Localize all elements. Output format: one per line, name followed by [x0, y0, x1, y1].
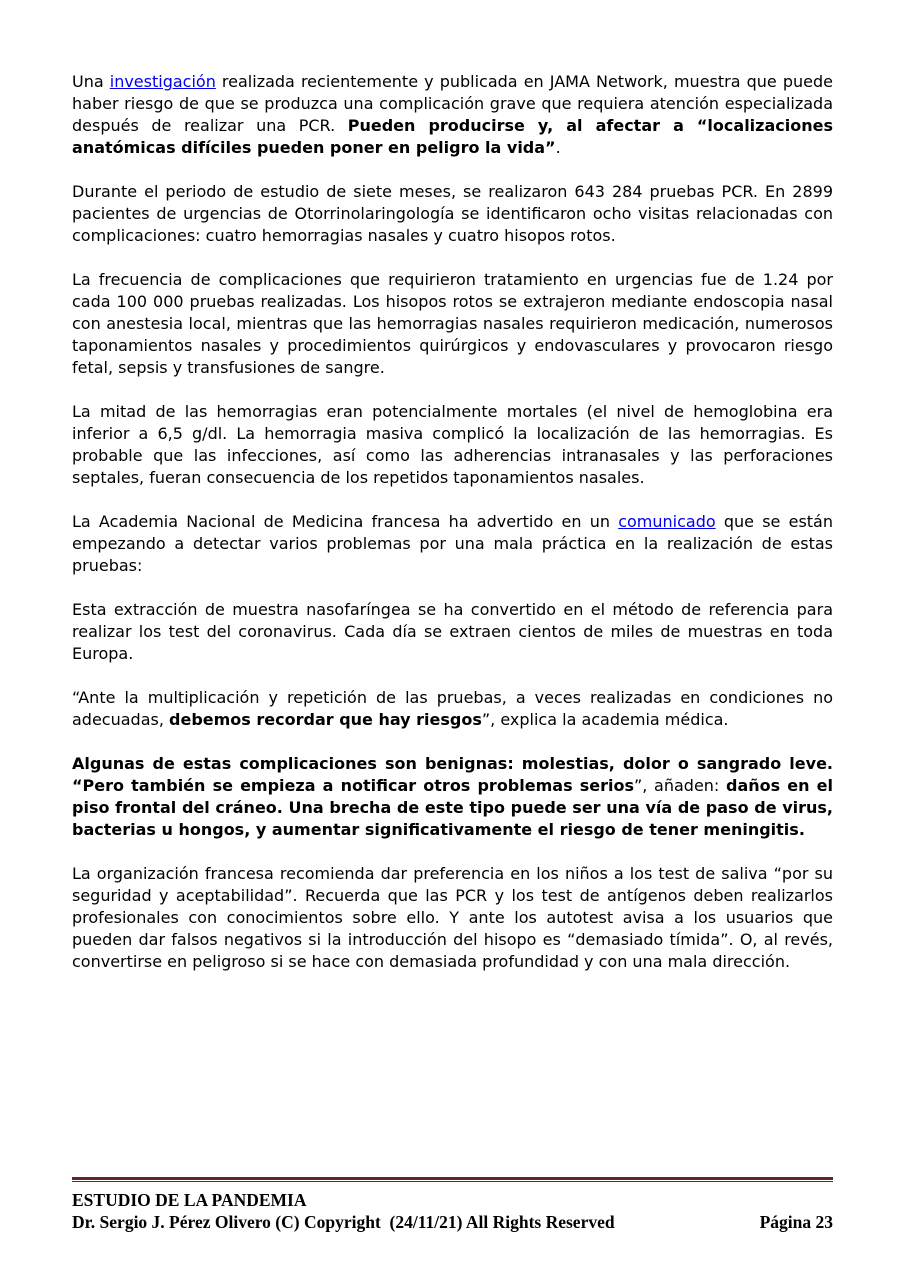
- paragraph: [72, 599, 833, 665]
- paragraph: [72, 71, 833, 159]
- text-run: Esta extracción de muestra nasofaríngea se ha convertido en el método de referencia para realizar los test del coronavirus. Cada día se extraen cientos de miles de muestras en toda Europa.: [72, 600, 833, 663]
- paragraph: [72, 753, 833, 841]
- paragraph: [72, 687, 833, 731]
- paragraph: [72, 269, 833, 379]
- page-footer: [72, 1177, 833, 1234]
- document-body: [72, 0, 833, 995]
- bold-text-run: Algunas de estas complicaciones son benignas: molestias, dolor o sangrado leve. “Pero también se empieza a notificar otros problemas serios: [72, 754, 833, 795]
- bold-text-run: Pueden producirse y, al afectar a “localizaciones anatómicas difíciles pueden poner en peligro la vida”: [72, 116, 833, 157]
- paragraph: [72, 401, 833, 489]
- text-run: realizada recientemente y publicada en JAMA Network, muestra que puede haber riesgo de que se produzca una complicación grave que requiera atención especializada después de realizar una PCR.: [72, 72, 833, 135]
- footer-copyright: Dr. Sergio J. Pérez Olivero (C) Copyright (24/11/21) All Rights Reserved: [72, 1212, 615, 1232]
- paragraph: [72, 863, 833, 973]
- text-run: La frecuencia de complicaciones que requirieron tratamiento en urgencias fue de 1.24 por cada 100 000 pruebas realizadas. Los hisopos rotos se extrajeron mediante endoscopia nasal con anestesia local, mientras que las hemorragias nasales requirieron medicación, numerosos taponamientos nasales y procedimientos quirúrgicos y endovasculares y provocaron riesgo fetal, sepsis y transfusiones de sangre.: [72, 270, 833, 377]
- footer-divider: [72, 1177, 833, 1182]
- footer-page-number: Página 23: [759, 1212, 833, 1232]
- text-run: ”, explica la academia médica.: [481, 710, 729, 729]
- footer-meta-row: [72, 1211, 833, 1234]
- text-run: La organización francesa recomienda dar preferencia en los niños a los test de saliva “por su seguridad y aceptabilidad”. Recuerda que las PCR y los test de antígenos deben realizarlos profesionales con conocimientos sobre ello. Y ante los autotest avisa a los usuarios que pueden dar falsos negativos si la introducción del hisopo es “demasiado tímida”. O, al revés, convertirse en peligroso si se hace con demasiada profundidad y con una mala dirección.: [72, 864, 833, 971]
- text-run: Durante el periodo de estudio de siete meses, se realizaron 643 284 pruebas PCR. En 2899 pacientes de urgencias de Otorrinolaringología se identificaron ocho visitas relacionadas con complicaciones: cuatro hemorragias nasales y cuatro hisopos rotos.: [72, 182, 833, 245]
- text-run: .: [555, 138, 561, 157]
- text-run: La Academia Nacional de Medicina francesa ha advertido en un: [72, 512, 619, 531]
- footer-section-title: ESTUDIO DE LA PANDEMIA: [72, 1190, 307, 1210]
- paragraph: [72, 181, 833, 247]
- text-run: La mitad de las hemorragias eran potencialmente mortales (el nivel de hemoglobina era inferior a 6,5 g/dl. La hemorragia masiva complicó la localización de las hemorragias. Es probable que las infecciones, así como las adherencias intranasales y las perforaciones septales, fueran consecuencia de los repetidos taponamientos nasales.: [72, 402, 833, 487]
- bold-text-run: daños en el piso frontal del cráneo. Una brecha de este tipo puede ser una vía de paso de virus, bacterias u hongos, y aumentar significativamente el riesgo de tener meningitis.: [72, 776, 834, 839]
- text-run: Una: [72, 72, 110, 91]
- inline-link[interactable]: investigación: [109, 72, 216, 91]
- text-run: que se están empezando a detectar varios problemas por una mala práctica en la realización de estas pruebas:: [72, 512, 833, 575]
- text-run: “Ante la multiplicación y repetición de las pruebas, a veces realizadas en condiciones no adecuadas,: [72, 688, 833, 729]
- inline-link[interactable]: comunicado: [618, 512, 716, 531]
- text-run: ”, añaden:: [634, 776, 726, 795]
- bold-text-run: debemos recordar que hay riesgos: [169, 710, 482, 729]
- paragraph: [72, 511, 833, 577]
